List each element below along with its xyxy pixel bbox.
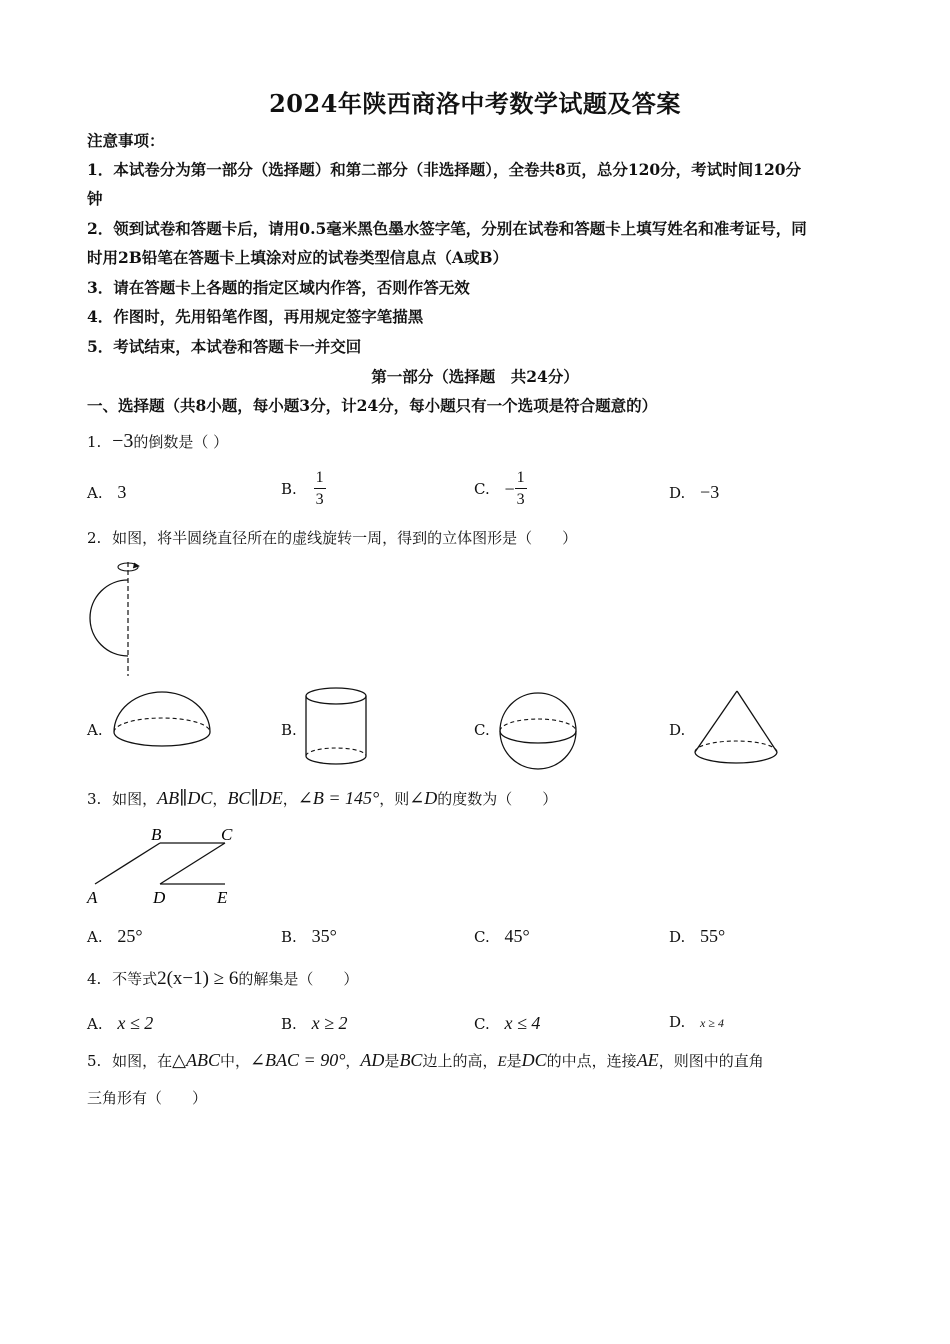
notice-item: 钟 bbox=[87, 189, 103, 208]
notice-item: 5．考试结束，本试卷和答题卡一并交回 bbox=[87, 337, 362, 356]
math-expression: ∠D bbox=[409, 788, 438, 808]
question-5 bbox=[87, 1050, 764, 1071]
question-text: 边上的高， bbox=[422, 1052, 498, 1070]
question-3 bbox=[87, 788, 557, 809]
option-value: −3 bbox=[700, 482, 720, 502]
question-4 bbox=[87, 968, 358, 990]
option-letter: A. bbox=[87, 721, 103, 739]
option-value: 25° bbox=[117, 926, 143, 946]
option-letter: C. bbox=[474, 1015, 490, 1033]
option-value: 45° bbox=[504, 926, 530, 946]
math-expression: AE bbox=[636, 1050, 659, 1070]
notice-item: 时用2B铅笔在答题卡上填涂对应的试卷类型信息点（A或B） bbox=[87, 248, 509, 267]
question-number: 1. bbox=[87, 433, 102, 451]
math-expression: AD bbox=[360, 1050, 385, 1070]
sphere-shape bbox=[498, 690, 582, 774]
point-label-c: C bbox=[221, 825, 233, 844]
option-letter: C. bbox=[474, 721, 490, 739]
question-text: 的度数为（ ） bbox=[437, 790, 558, 808]
option-a[interactable] bbox=[87, 482, 126, 503]
option-b[interactable] bbox=[281, 926, 337, 947]
option-value: 55° bbox=[700, 926, 726, 946]
question-2 bbox=[87, 527, 577, 548]
math-expression: BC∥DE bbox=[227, 788, 283, 808]
question-number: 3. bbox=[87, 790, 102, 808]
question-text: 中， bbox=[219, 1052, 250, 1070]
option-letter: B. bbox=[281, 721, 297, 739]
question-text: 如图，将半圆绕直径所在的虚线旋转一周，得到的立体图形是（ ） bbox=[112, 529, 578, 547]
option-b[interactable] bbox=[281, 721, 297, 739]
notice-item: 4．作图时，先用铅笔作图，再用规定签字笔描黑 bbox=[87, 307, 424, 326]
option-b[interactable] bbox=[281, 470, 326, 508]
option-a[interactable] bbox=[87, 721, 103, 739]
option-value: x ≥ 2 bbox=[311, 1013, 348, 1033]
notice-item: 2．领到试卷和答题卡后，请用0.5毫米黑色墨水签字笔，分别在试卷和答题卡上填写姓名和准考证号，同 bbox=[87, 219, 807, 238]
option-letter: D. bbox=[669, 1013, 686, 1031]
option-value: x ≤ 4 bbox=[504, 1013, 541, 1033]
punctuation: ， bbox=[345, 1052, 361, 1070]
question-number: 5. bbox=[87, 1052, 102, 1070]
question-text: 是 bbox=[384, 1052, 400, 1070]
section1-heading: 一、选择题（共8小题，每小题3分，计24分，每小题只有一个选项是符合题意的） bbox=[87, 396, 658, 415]
option-letter: B. bbox=[281, 1015, 297, 1033]
option-a[interactable] bbox=[87, 1013, 153, 1034]
semicircle-figure bbox=[80, 558, 160, 683]
option-letter: B. bbox=[281, 928, 297, 946]
numerator: 1 bbox=[314, 470, 326, 489]
question-text: 如图，在 bbox=[112, 1052, 173, 1070]
math-expression: AB∥DC bbox=[157, 788, 213, 808]
question-text: 如图， bbox=[112, 790, 158, 808]
math-expression: E bbox=[497, 1054, 507, 1070]
notice-heading: 注意事项： bbox=[87, 131, 165, 150]
option-letter: C. bbox=[474, 928, 490, 946]
punctuation: ， bbox=[212, 790, 228, 808]
point-label-d: D bbox=[153, 888, 166, 907]
option-letter: A. bbox=[87, 484, 103, 502]
question-number: 2. bbox=[87, 529, 102, 547]
question-text: 的中点，连接 bbox=[546, 1052, 637, 1070]
option-c[interactable] bbox=[474, 470, 527, 508]
question-text: 的解集是（ ） bbox=[238, 970, 359, 988]
cylinder-shape bbox=[303, 686, 369, 770]
option-d[interactable] bbox=[669, 482, 719, 503]
option-letter: B. bbox=[281, 480, 297, 498]
parallel-lines-figure bbox=[85, 826, 245, 910]
fraction bbox=[314, 470, 326, 508]
option-b[interactable] bbox=[281, 1013, 347, 1034]
denominator: 3 bbox=[516, 491, 525, 508]
option-value: 3 bbox=[117, 482, 127, 502]
option-letter: D. bbox=[669, 721, 686, 739]
question-1 bbox=[87, 430, 228, 453]
math-expression: △ABC bbox=[172, 1050, 220, 1070]
question-5-continued: 三角形有（ ） bbox=[87, 1089, 208, 1107]
math-expression: 2(x−1) ≥ 6 bbox=[157, 968, 239, 989]
option-c[interactable] bbox=[474, 926, 530, 947]
question-text: 的倒数是（ ） bbox=[133, 433, 229, 451]
math-expression: ∠B = 145° bbox=[297, 788, 380, 808]
option-c[interactable] bbox=[474, 721, 490, 739]
point-label-b: B bbox=[151, 825, 162, 844]
option-letter: D. bbox=[669, 484, 686, 502]
question-text: ，则 bbox=[379, 790, 410, 808]
math-expression: DC bbox=[521, 1050, 547, 1070]
point-label-e: E bbox=[217, 888, 228, 907]
minus-sign: − bbox=[504, 478, 515, 499]
option-a[interactable] bbox=[87, 926, 143, 947]
option-letter: D. bbox=[669, 928, 686, 946]
denominator: 3 bbox=[315, 491, 324, 508]
option-d[interactable] bbox=[669, 926, 725, 947]
numerator: 1 bbox=[515, 470, 527, 489]
question-text: ，则图中的直角 bbox=[658, 1052, 764, 1070]
math-expression: BC bbox=[399, 1050, 423, 1070]
cone-shape bbox=[692, 688, 782, 770]
page-title: 2024年陕西商洛中考数学试题及答案 bbox=[269, 89, 681, 118]
question-text: 是 bbox=[506, 1052, 522, 1070]
notice-item: 1．本试卷分为第一部分（选择题）和第二部分（非选择题），全卷共8页，总分120分，考试时间120分 bbox=[87, 160, 802, 179]
part1-heading: 第一部分（选择题 共24分） bbox=[371, 367, 579, 386]
math-expression: ∠BAC = 90° bbox=[249, 1050, 346, 1070]
fraction bbox=[515, 470, 527, 508]
option-value: x ≤ 2 bbox=[117, 1013, 154, 1033]
option-value: x ≥ 4 bbox=[700, 1016, 724, 1030]
option-value: 35° bbox=[311, 926, 337, 946]
question-number: 4. bbox=[87, 970, 102, 988]
point-label-a: A bbox=[87, 888, 98, 907]
option-letter: C. bbox=[474, 480, 490, 498]
hemisphere-shape bbox=[110, 690, 214, 762]
notice-item: 3．请在答题卡上各题的指定区域内作答，否则作答无效 bbox=[87, 278, 470, 297]
option-d[interactable] bbox=[669, 1013, 724, 1031]
math-expression: −3 bbox=[112, 430, 134, 452]
option-letter: A. bbox=[87, 928, 103, 946]
option-letter: A. bbox=[87, 1015, 103, 1033]
option-c[interactable] bbox=[474, 1013, 540, 1034]
option-d[interactable] bbox=[669, 721, 685, 739]
punctuation: ， bbox=[282, 790, 298, 808]
question-text: 不等式 bbox=[112, 970, 158, 988]
